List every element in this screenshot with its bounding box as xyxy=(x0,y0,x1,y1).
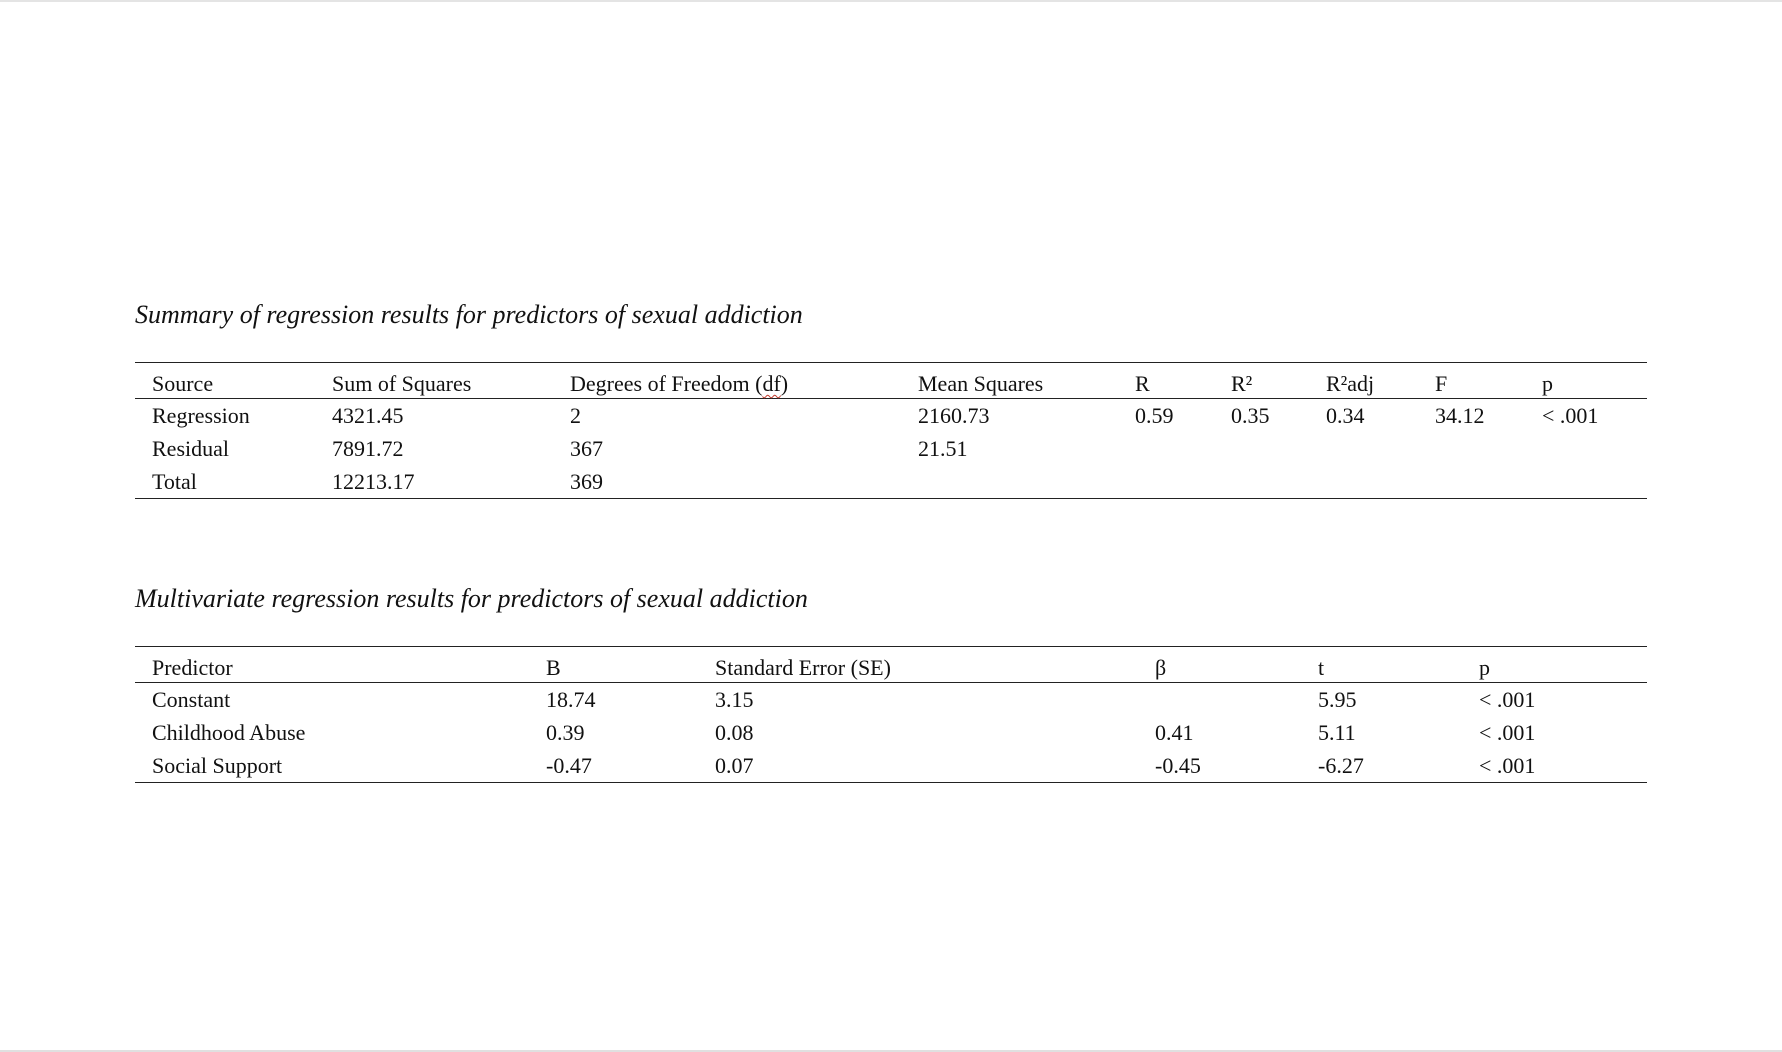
table1-caption: Summary of regression results for predictors of sexual addiction xyxy=(135,300,803,329)
header-r: R xyxy=(1135,371,1150,396)
cell-r: 0.59 xyxy=(1135,403,1174,428)
header-r-squared-adj: R²adj xyxy=(1326,371,1375,396)
header-df-abbr: df xyxy=(762,371,781,396)
cell-beta: -0.45 xyxy=(1155,753,1201,778)
table-row xyxy=(135,399,1647,432)
cell-df: 2 xyxy=(570,403,581,428)
cell-source: Regression xyxy=(152,403,250,428)
cell-predictor: Constant xyxy=(152,687,231,712)
cell-p: < .001 xyxy=(1479,753,1536,778)
cell-se: 0.08 xyxy=(715,720,754,745)
cell-t: -6.27 xyxy=(1318,753,1364,778)
header-df-prefix: Degrees of Freedom ( xyxy=(570,371,763,396)
header-t: t xyxy=(1318,655,1325,680)
cell-df: 369 xyxy=(570,469,603,494)
cell-ss: 12213.17 xyxy=(332,469,415,494)
cell-ms: 2160.73 xyxy=(918,403,990,428)
table-row xyxy=(135,465,1647,498)
cell-r2: 0.35 xyxy=(1231,403,1270,428)
table-row xyxy=(135,432,1647,465)
header-p: p xyxy=(1542,371,1553,396)
page-top-edge xyxy=(0,0,1782,2)
header-r-squared: R² xyxy=(1231,371,1253,396)
table-row xyxy=(135,683,1647,716)
cell-ms: 21.51 xyxy=(918,436,968,461)
cell-source: Total xyxy=(152,469,197,494)
cell-source: Residual xyxy=(152,436,229,461)
cell-se: 0.07 xyxy=(715,753,754,778)
cell-se: 3.15 xyxy=(715,687,754,712)
header-standard-error: Standard Error (SE) xyxy=(715,655,891,680)
cell-t: 5.95 xyxy=(1318,687,1357,712)
table-row xyxy=(135,749,1647,782)
header-source: Source xyxy=(152,371,214,396)
cell-b: -0.47 xyxy=(546,753,592,778)
cell-ss: 7891.72 xyxy=(332,436,404,461)
header-p: p xyxy=(1479,655,1490,680)
cell-r2adj: 0.34 xyxy=(1326,403,1365,428)
cell-b: 18.74 xyxy=(546,687,596,712)
regression-summary-table xyxy=(135,362,1647,499)
cell-p: < .001 xyxy=(1542,403,1599,428)
header-df-suffix: ) xyxy=(780,371,789,396)
cell-p: < .001 xyxy=(1479,687,1536,712)
cell-ss: 4321.45 xyxy=(332,403,404,428)
cell-predictor: Childhood Abuse xyxy=(152,720,306,745)
header-mean-squares: Mean Squares xyxy=(918,371,1044,396)
header-predictor: Predictor xyxy=(152,655,233,680)
cell-t: 5.11 xyxy=(1318,720,1356,745)
table1-header-row xyxy=(135,363,1647,399)
header-f: F xyxy=(1435,371,1448,396)
cell-df: 367 xyxy=(570,436,603,461)
cell-b: 0.39 xyxy=(546,720,585,745)
multivariate-regression-table xyxy=(135,646,1647,783)
header-b: B xyxy=(546,655,561,680)
cell-predictor: Social Support xyxy=(152,753,283,778)
table-row xyxy=(135,716,1647,749)
table2-header-row xyxy=(135,647,1647,683)
cell-p: < .001 xyxy=(1479,720,1536,745)
header-beta: β xyxy=(1155,655,1167,680)
header-sum-of-squares: Sum of Squares xyxy=(332,371,472,396)
cell-beta: 0.41 xyxy=(1155,720,1194,745)
table2-caption: Multivariate regression results for predictors of sexual addiction xyxy=(135,584,808,613)
cell-f: 34.12 xyxy=(1435,403,1485,428)
